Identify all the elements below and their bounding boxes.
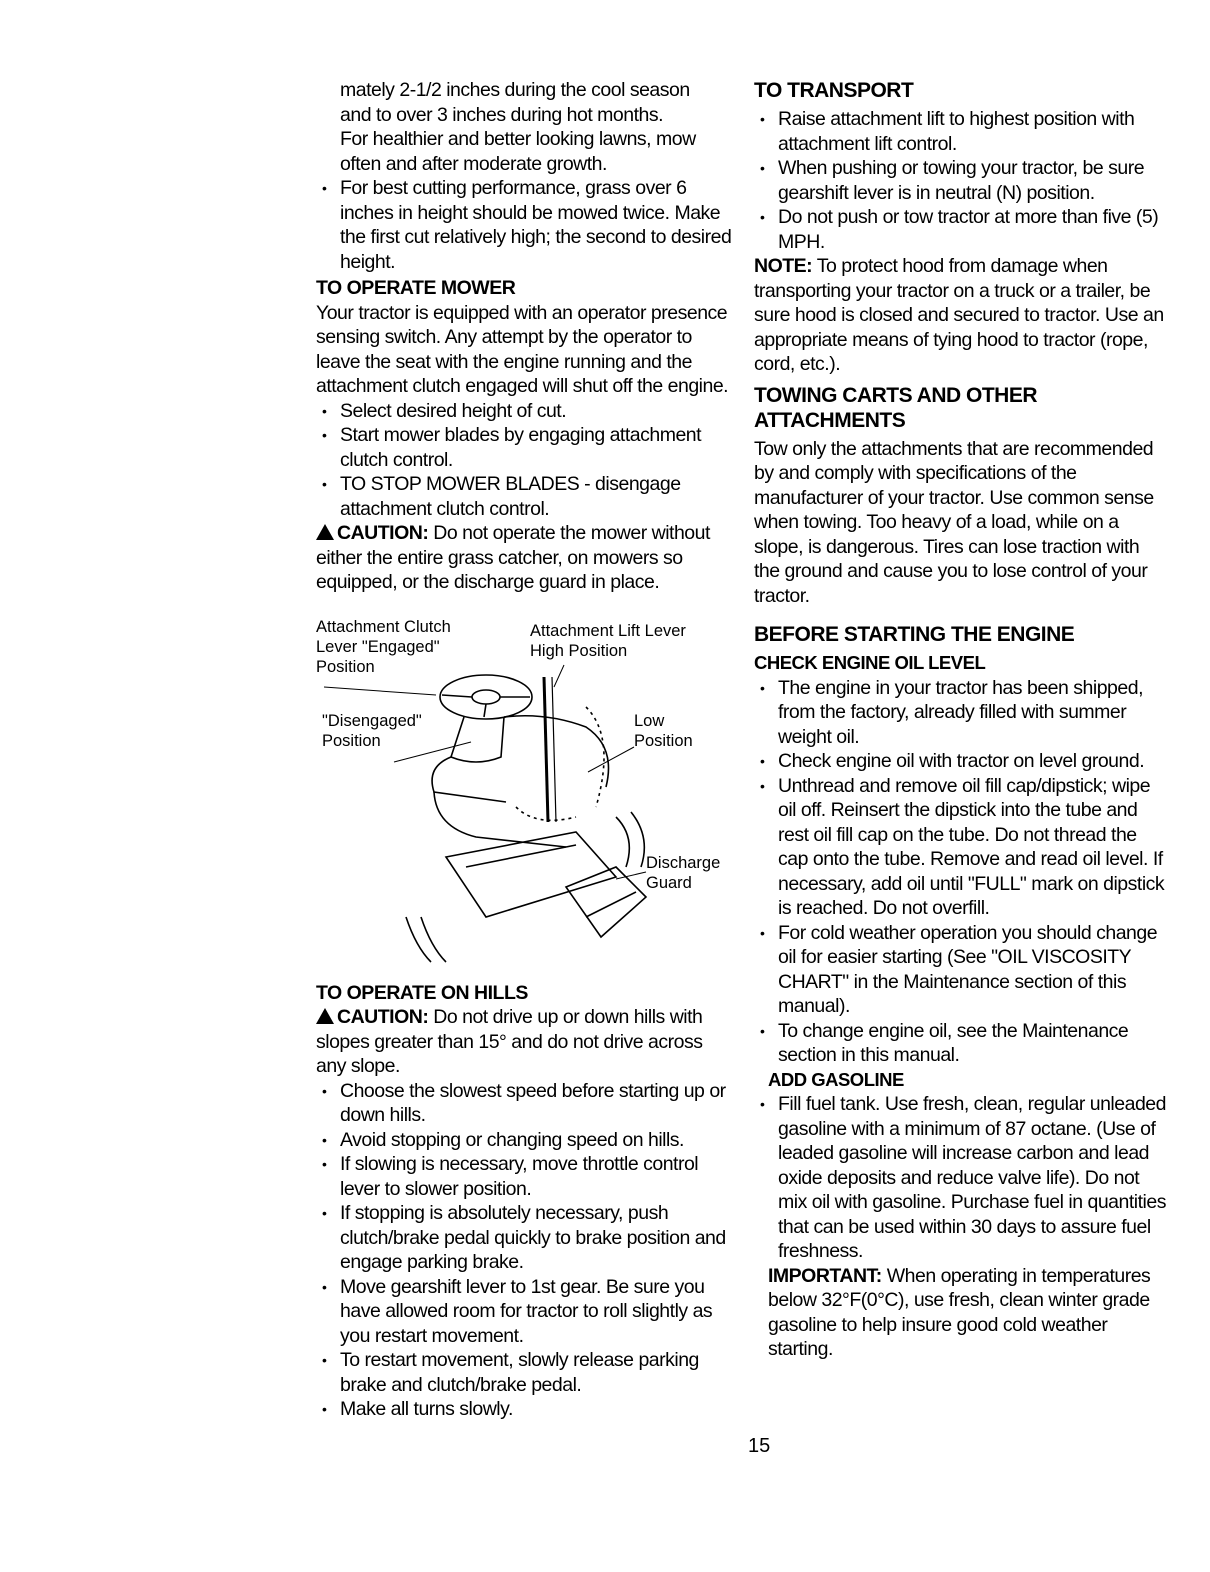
- list-item: • Fill fuel tank. Use fresh, clean, regular unleaded gasoline with a minimum of 87 octane. (Use of leaded gasoline will increase carbon and lead oxide deposits and reduce valve life). Do not mix oil with gasoline. Purchase fuel in quantities that can be used within 30 days to assure fuel freshness.: [754, 1092, 1166, 1264]
- list-item: • TO STOP MOWER BLADES - disengage attachment clutch control.: [316, 472, 736, 521]
- towing-text: Tow only the attachments that are recommended by and comply with specifications of the manufacturer of your tractor. Use common sense when towing. Too heavy of a load, while on a slope, is dangerous. Tires can lose traction with the ground and cause you to lose control of your tractor.: [754, 437, 1154, 607]
- warning-icon: [316, 1008, 334, 1024]
- list-item: • Move gearshift lever to 1st gear. Be sure you have allowed room for tractor to roll slightly as you restart movement.: [316, 1275, 736, 1349]
- mower-bullets: [316, 399, 736, 522]
- caution-text: Do not drive up or down hills with slopes greater than 15° and do not drive across any slope.: [316, 1006, 703, 1077]
- list-item: • To change engine oil, see the Maintenance section in this manual.: [754, 1019, 1166, 1068]
- right-column: [754, 78, 1166, 1362]
- towing-heading: TOWING CARTS AND OTHER ATTACHMENTS: [754, 383, 1037, 432]
- operate-mower-text: Your tractor is equipped with an operator presence sensing switch. Any attempt by the operator to leave the seat with the engine running and the attachment clutch engaged will shut off the engine.: [316, 301, 729, 397]
- add-gasoline-heading: ADD GASOLINE: [768, 1068, 904, 1090]
- check-oil-heading: CHECK ENGINE OIL LEVEL: [754, 652, 986, 673]
- list-item: • Do not push or tow tractor at more than five (5) MPH.: [754, 205, 1166, 254]
- discharge-guard-shape: [566, 867, 646, 937]
- list-item: • The engine in your tractor has been shipped, from the factory, already filled with summer weight oil.: [754, 676, 1166, 750]
- cutting-bullets: [316, 176, 736, 274]
- bullet-best-cutting: • For best cutting performance, grass over 6 inches in height should be mowed twice. Make the first cut relatively high; the second to desired height.: [316, 176, 736, 274]
- label-low: Low Position: [634, 711, 693, 750]
- list-item: • Select desired height of cut.: [316, 399, 736, 424]
- caution-label: CAUTION:: [337, 1006, 429, 1028]
- list-item: • Check engine oil with tractor on level ground.: [754, 749, 1166, 774]
- important-text: When operating in temperatures below 32°F(0°C), use fresh, clean winter grade gasoline to help insure good cold weather starting.: [768, 1264, 1151, 1360]
- caution-text: Do not operate the mower without either the entire grass catcher, on mowers so equipped, or the discharge guard in place.: [316, 522, 710, 593]
- list-item: • Choose the slowest speed before starting up or down hills.: [316, 1079, 736, 1128]
- intro-line: For healthier and better looking lawns, mow: [340, 128, 696, 150]
- before-starting-heading: BEFORE STARTING THE ENGINE: [754, 623, 1075, 646]
- transport-bullets: [754, 107, 1166, 254]
- list-item: • When pushing or towing your tractor, be sure gearshift lever is in neutral (N) position.: [754, 156, 1166, 205]
- intro-line: often and after moderate growth.: [340, 152, 607, 175]
- hills-caution: [316, 1005, 736, 1079]
- important-label: IMPORTANT:: [768, 1264, 882, 1287]
- list-item: • To restart movement, slowly release parking brake and clutch/brake pedal.: [316, 1348, 736, 1397]
- note-text: To protect hood from damage when transporting your tractor on a truck or a trailer, be sure hood is closed and secured to tractor. Use an appropriate means of tying hood to tractor (rope, cord, etc.).: [754, 255, 1164, 375]
- list-item: • Avoid stopping or changing speed on hills.: [316, 1128, 736, 1153]
- important-note: [754, 1264, 1166, 1362]
- list-item: • Raise attachment lift to highest position with attachment lift control.: [754, 107, 1166, 156]
- list-item: • If slowing is necessary, move throttle control lever to slower position.: [316, 1152, 736, 1201]
- warning-icon: [316, 524, 334, 540]
- left-column: [316, 78, 736, 1422]
- caution-label: CAUTION:: [337, 522, 429, 544]
- list-item: • Unthread and remove oil fill cap/dipstick; wipe oil off. Reinsert the dipstick into the tube and rest oil fill cap on the tube. Do not thread the cap onto the tube. Remove and read oil level. If necessary, add oil until "FULL" mark on dipstick is reached. Do not overfill.: [754, 774, 1166, 921]
- hills-bullets: [316, 1079, 736, 1422]
- label-lift-high: Attachment Lift Lever High Position: [530, 621, 686, 660]
- intro-line: mately 2-1/2 inches during the cool season: [340, 79, 690, 101]
- oil-bullets: [754, 676, 1166, 1068]
- lift-lever: [544, 677, 548, 822]
- list-item: • Make all turns slowly.: [316, 1397, 736, 1422]
- label-discharge-guard: Discharge Guard: [646, 853, 721, 892]
- list-item: • If stopping is absolutely necessary, push clutch/brake pedal quickly to brake position and engage parking brake.: [316, 1201, 736, 1275]
- note-label: NOTE:: [754, 255, 813, 277]
- tractor-controls-figure: [316, 617, 736, 967]
- label-disengaged: "Disengaged" Position: [322, 711, 422, 750]
- mower-caution: [316, 521, 736, 595]
- intro-line: and to over 3 inches during hot months.: [340, 103, 664, 126]
- page-number: 15: [748, 1435, 771, 1457]
- hills-heading: TO OPERATE ON HILLS: [316, 981, 528, 1004]
- transport-note: [754, 254, 1166, 377]
- operate-mower-heading: TO OPERATE MOWER: [316, 277, 516, 299]
- list-item: • Start mower blades by engaging attachment clutch control.: [316, 423, 736, 472]
- gas-bullets: [754, 1092, 1166, 1264]
- transport-heading: TO TRANSPORT: [754, 79, 914, 102]
- label-clutch-engaged: Attachment Clutch Lever "Engaged" Position: [316, 617, 451, 676]
- list-item: • For cold weather operation you should change oil for easier starting (See "OIL VISCOSITY CHART" in the Maintenance section of this manual).: [754, 921, 1166, 1019]
